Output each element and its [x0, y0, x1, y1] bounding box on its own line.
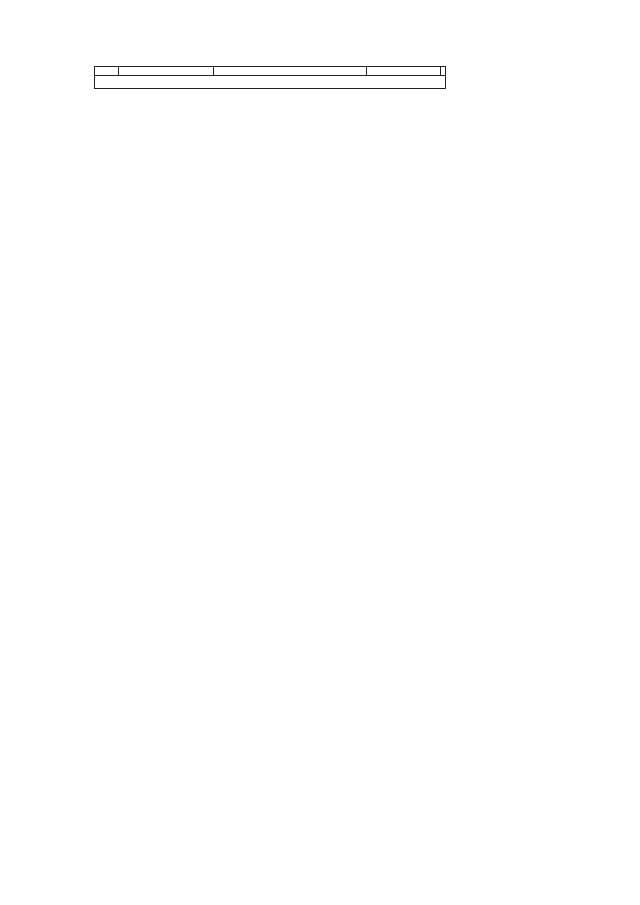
university-name	[95, 76, 446, 89]
table-footer-row	[95, 76, 446, 89]
table-spacer-row	[95, 67, 446, 76]
programs-table	[94, 66, 446, 89]
